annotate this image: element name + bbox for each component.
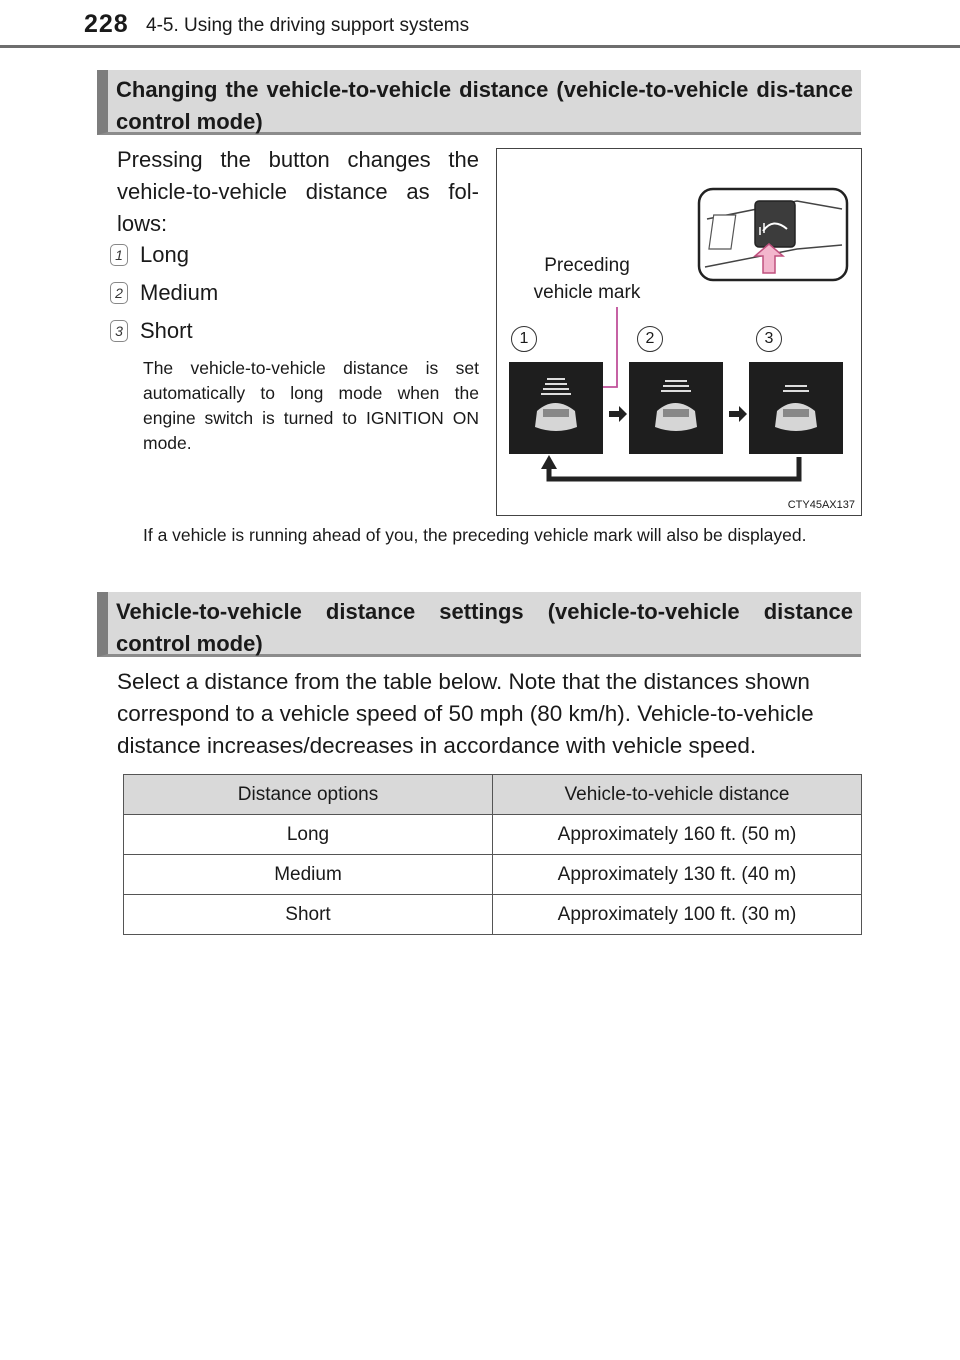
distance-button-figure: [496, 148, 862, 516]
table-cell: Long: [124, 815, 493, 855]
circle-number-2: 2: [637, 326, 663, 352]
up-arrow-icon: [541, 455, 557, 469]
step-number-badge: 2: [110, 282, 128, 304]
list-item-label: Medium: [140, 280, 219, 305]
table-header-cell: Vehicle-to-vehicle distance: [493, 775, 862, 815]
display-medium: [629, 362, 723, 454]
preceding-vehicle-note: If a vehicle is running ahead of you, the preceding vehicle mark will also be displayed.: [143, 525, 807, 545]
circle-number-1: 1: [511, 326, 537, 352]
section-heading-distance-settings: Vehicle-to-vehicle distance settings (vehicle-to-vehicle distance control mode): [97, 592, 861, 657]
preceding-vehicle-mark-label: Preceding vehicle mark: [533, 255, 641, 303]
step-number-badge: 3: [110, 320, 128, 342]
list-item-short: [110, 315, 193, 347]
table-row: [124, 815, 862, 855]
auto-long-note: The vehicle-to-vehicle distance is set automatically to long mode when the engine switch is turned to IGNITION ON mode.: [143, 358, 479, 453]
right-arrow-icon: [729, 406, 747, 422]
running-head: 4-5. Using the driving support systems: [146, 15, 470, 36]
right-arrow-icon: [609, 406, 627, 422]
table-cell: Approximately 130 ft. (40 m): [493, 855, 862, 895]
list-item-label: Short: [140, 318, 193, 343]
list-item-label: Long: [140, 242, 189, 267]
page-number: 228: [84, 10, 129, 38]
table-cell: Approximately 160 ft. (50 m): [493, 815, 862, 855]
list-item-medium: [110, 277, 218, 309]
step-number-badge: 1: [110, 244, 128, 266]
header-rule: [0, 45, 960, 48]
table-row: [124, 855, 862, 895]
table-cell: Approximately 100 ft. (30 m): [493, 895, 862, 935]
section-heading-distance-mode: Changing the vehicle-to-vehicle distance (vehicle-to-vehicle dis-tance control mode): [97, 70, 861, 135]
table-header-cell: Distance options: [124, 775, 493, 815]
table-row: [124, 895, 862, 935]
distance-table: [123, 774, 862, 935]
display-short: [749, 362, 843, 454]
table-cell: Short: [124, 895, 493, 935]
distance-settings-paragraph: Select a distance from the table below. Note that the distances shown correspond to a vehicle speed of 50 mph (80 km/h). Vehicle-to-vehicle distance increases/decreases in accordance with vehicle speed.: [117, 669, 814, 758]
list-item-long: [110, 239, 189, 271]
display-long: [509, 362, 603, 454]
table-cell: Medium: [124, 855, 493, 895]
table-header-row: [124, 775, 862, 815]
intro-paragraph: Pressing the button changes the vehicle-to-vehicle distance as fol-lows:: [117, 147, 479, 236]
circle-number-3: 3: [756, 326, 782, 352]
figure-illustration: [497, 149, 863, 517]
figure-code: CTY45AX137: [787, 499, 855, 511]
